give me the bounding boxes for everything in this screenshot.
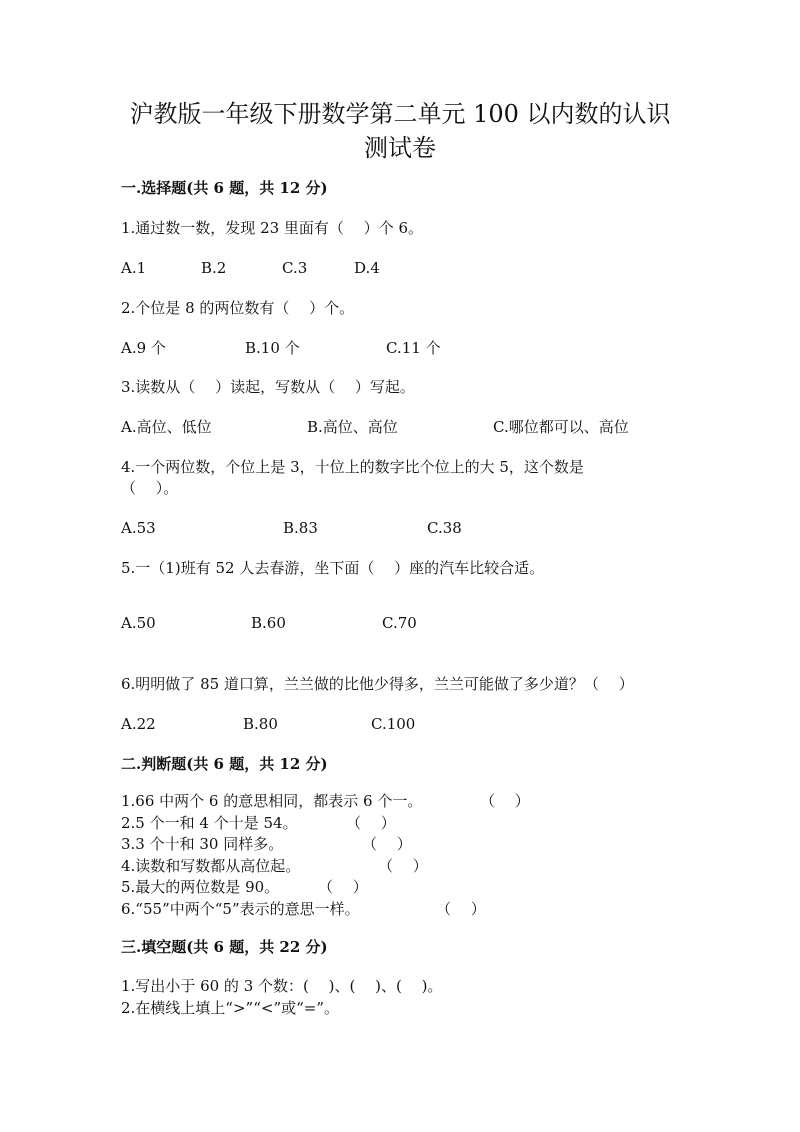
q1-option-c: C.3 [282, 259, 308, 277]
section-heading-choice: 一.选择题(共 6 题，共 12 分) [121, 179, 328, 197]
judge-item-5: 5.最大的两位数是 90。 [121, 878, 280, 896]
question-4-cont: （ ）。 [121, 479, 179, 497]
question-6: 6.明明做了 85 道口算，兰兰做的比他少得多，兰兰可能做了多少道？（ ） [121, 675, 634, 693]
section-heading-fill: 三.填空题(共 6 题，共 22 分) [121, 938, 328, 956]
question-3: 3.读数从（ ）读起，写数从（ ）写起。 [121, 378, 415, 396]
judge-item-1-answer: （ ） [480, 792, 530, 810]
q4-option-b: B.83 [283, 519, 318, 537]
judge-item-1: 1.66 中两个 6 的意思相同，都表示 6 个一。 [121, 792, 423, 810]
q6-option-c: C.100 [371, 715, 416, 733]
fill-item-2: 2.在横线上填上“>”“<”或“=”。 [121, 999, 340, 1017]
judge-item-3: 3.3 个十和 30 同样多。 [121, 835, 284, 853]
q6-option-b: B.80 [243, 715, 278, 733]
q5-option-c: C.70 [382, 614, 417, 632]
question-2: 2.个位是 8 的两位数有（ ）个。 [121, 299, 355, 317]
section-heading-judge: 二.判断题(共 6 题，共 12 分) [121, 755, 328, 773]
q3-option-b: B.高位、高位 [307, 418, 398, 436]
q2-option-c: C.11 个 [386, 339, 441, 357]
question-5: 5.一（1)班有 52 人去春游，坐下面（ ）座的汽车比较合适。 [121, 559, 545, 577]
judge-item-5-answer: （ ） [318, 878, 368, 896]
judge-item-3-answer: （ ） [362, 835, 412, 853]
question-1: 1.通过数一数，发现 23 里面有（ ）个 6。 [121, 219, 424, 237]
question-4: 4.一个两位数，个位上是 3，十位上的数字比个位上的大 5，这个数是 [121, 458, 584, 476]
judge-item-4: 4.读数和写数都从高位起。 [121, 857, 301, 875]
q3-option-c: C.哪位都可以、高位 [493, 418, 629, 436]
judge-item-6: 6.“55”中两个“5”表示的意思一样。 [121, 900, 360, 918]
judge-item-2-answer: （ ） [346, 814, 396, 832]
q3-option-a: A.高位、低位 [121, 418, 212, 436]
q5-option-a: A.50 [121, 614, 156, 632]
q1-option-a: A.1 [121, 259, 147, 277]
page-title-line2: 测试卷 [364, 134, 436, 162]
q4-option-a: A.53 [121, 519, 156, 537]
q2-option-a: A.9 个 [121, 339, 166, 357]
q5-option-b: B.60 [251, 614, 286, 632]
q4-option-c: C.38 [427, 519, 462, 537]
judge-item-6-answer: （ ） [436, 900, 486, 918]
q2-option-b: B.10 个 [245, 339, 300, 357]
page-title-line1: 沪教版一年级下册数学第二单元 100 以内数的认识 [129, 100, 671, 128]
q1-option-d: D.4 [354, 259, 380, 277]
fill-item-1: 1.写出小于 60 的 3 个数：( )、( )、( )。 [121, 977, 443, 995]
judge-item-4-answer: （ ） [378, 857, 428, 875]
q1-option-b: B.2 [201, 259, 227, 277]
judge-item-2: 2.5 个一和 4 个十是 54。 [121, 814, 298, 832]
q6-option-a: A.22 [121, 715, 156, 733]
